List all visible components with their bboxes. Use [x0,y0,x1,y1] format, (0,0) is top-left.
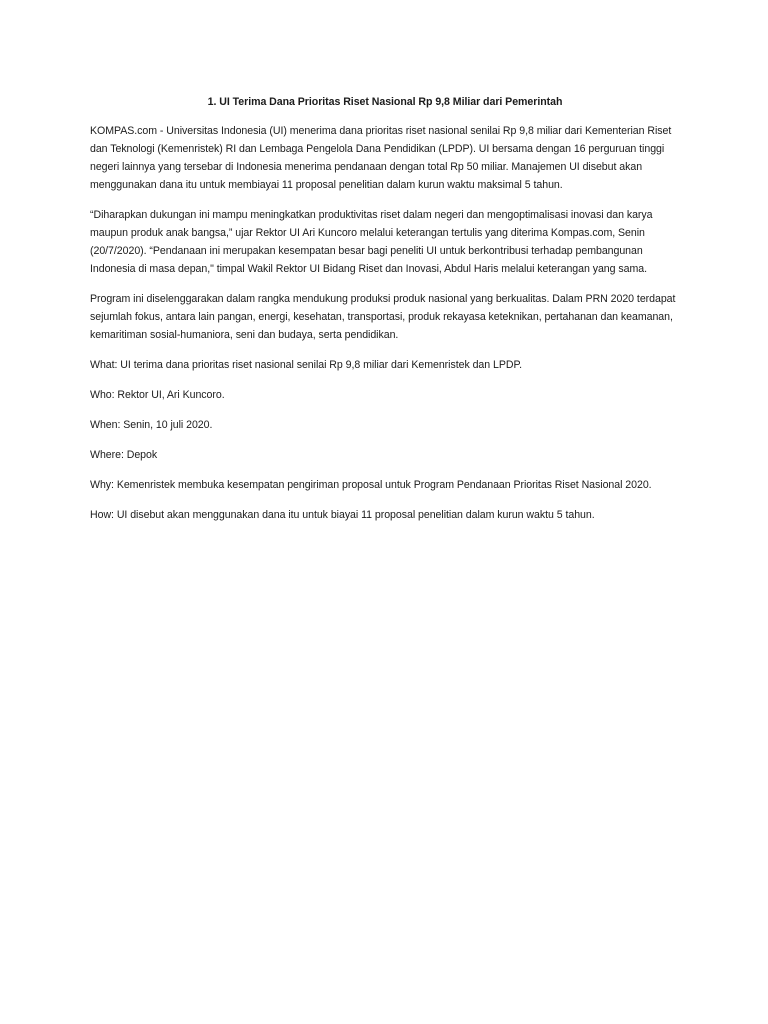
what-line: What: UI terima dana prioritas riset nasional senilai Rp 9,8 miliar dari Kemenristek dan LPDP. [90,359,522,371]
document-title: 1. UI Terima Dana Prioritas Riset Nasional Rp 9,8 Miliar dari Pemerintah [207,96,563,108]
article-paragraph-2: “Diharapkan dukungan ini mampu meningkatkan produktivitas riset dalam negeri dan mengoptimalisasi inovasi dan karya maupun produk anak bangsa,” ujar Rektor UI Ari Kuncoro melalui keterangan tertulis yang diterima Kompas.com, Senin (20/7/2020). “Pendanaan ini merupakan kesempatan besar bagi peneliti UI untuk berkontribusi terhadap pembangunan Indonesia di masa depan," timpal Wakil Rektor UI Bidang Riset dan Inovasi, Abdul Haris melalui keterangan yang sama. [90,209,653,275]
article-paragraph-1: KOMPAS.com - Universitas Indonesia (UI) menerima dana prioritas riset nasional senilai Rp 9,8 miliar dari Kementerian Riset dan Teknologi (Kemenristek) RI dan Lembaga Pengelola Dana Pendidikan (LPDP). UI bersama dengan 16 perguruan tinggi negeri lainnya yang tersebar di Indonesia menerima pendanaan dengan total Rp 50 miliar. Manajemen UI disebut akan menggunakan dana itu untuk membiayai 11 proposal penelitian dalam kurun waktu maksimal 5 tahun. [90,125,672,191]
where-line: Where: Depok [90,449,158,461]
document-page [90,94,680,536]
how-line: How: UI disebut akan menggunakan dana itu untuk biayai 11 proposal penelitian dalam kurun waktu 5 tahun. [90,509,595,521]
why-line: Why: Kemenristek membuka kesempatan pengiriman proposal untuk Program Pendanaan Prioritas Riset Nasional 2020. [90,479,652,491]
who-line: Who: Rektor UI, Ari Kuncoro. [90,389,225,401]
article-paragraph-3: Program ini diselenggarakan dalam rangka mendukung produksi produk nasional yang berkualitas. Dalam PRN 2020 terdapat sejumlah fokus, antara lain pangan, energi, kesehatan, transportasi, produk rekayasa keteknikan, pertahanan dan keamanan, kemaritiman sosial-humaniora, seni dan budaya, serta pendidikan. [90,293,676,341]
when-line: When: Senin, 10 juli 2020. [90,419,213,431]
